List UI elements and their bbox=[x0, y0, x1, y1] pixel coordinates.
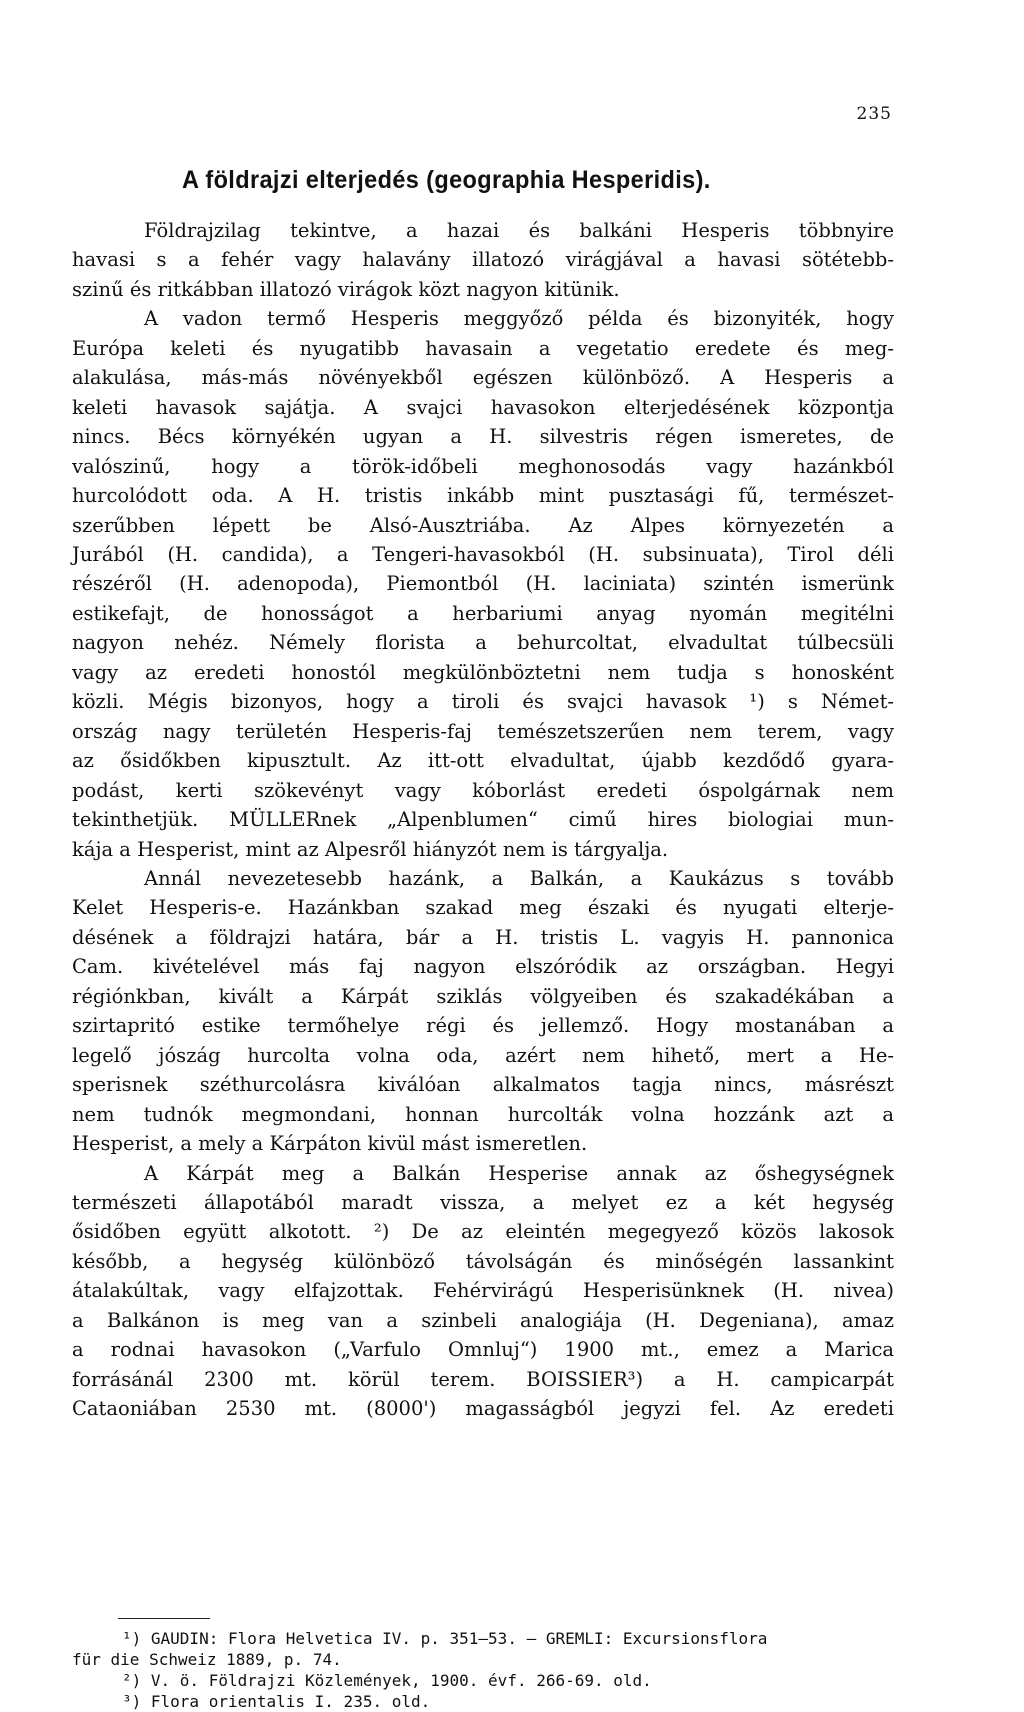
text-line: szerűbben lépett be Alsó-Ausztriába. Az Alpes környezetén a bbox=[72, 513, 894, 537]
text-line: alakulása, más-más növényekből egészen különböző. A Hesperis a bbox=[72, 366, 894, 390]
text-line: Földrajzilag tekintve, a hazai és balkáni Hesperis többnyire bbox=[144, 219, 894, 242]
text-line: Cam. kivételével más faj nagyon elszóródik az országban. Hegyi bbox=[72, 955, 894, 979]
text-line: nem tudnók megmondani, honnan hurcolták volna hozzánk azt a bbox=[72, 1102, 894, 1126]
page-number: 235 bbox=[856, 104, 892, 124]
text-line: hurcolódott oda. A H. tristis inkább mint pusztasági fű, természet- bbox=[72, 484, 894, 508]
text-line: keleti havasok sajátja. A svajci havasokon elterjedésének központja bbox=[72, 395, 894, 419]
text-line: nincs. Bécs környékén ugyan a H. silvestris régen ismeretes, de bbox=[72, 425, 894, 449]
text-line: valószinű, hogy a török-időbeli meghonosodás vagy hazánkból bbox=[72, 454, 894, 478]
text-line: estikefajt, de honosságot a herbariumi anyag nyomán megitélni bbox=[72, 601, 894, 625]
text-line: Cataoniában 2530 mt. (8000') magasságból jegyzi fel. Az eredeti bbox=[72, 1397, 894, 1421]
text-line: ősidőben együtt alkotott. ²) De az eleintén megegyező közös lakosok bbox=[72, 1220, 894, 1244]
text-line: nagyon nehéz. Némely florista a behurcoltat, elvadultat túlbecsüli bbox=[72, 631, 894, 655]
text-line: havasi s a fehér vagy halavány illatozó virágjával a havasi sötétebb- bbox=[72, 248, 894, 272]
text-line: Európa keleti és nyugatibb havasain a vegetatio eredete és meg- bbox=[72, 336, 894, 360]
text-line: Hesperist, a mely a Kárpáton kivül mást ismeretlen. bbox=[72, 1132, 588, 1156]
footnote-1: ¹) GAUDIN: Flora Helvetica IV. p. 351—53. — GREMLI: Excursionsflora bbox=[122, 1629, 768, 1648]
footnote-3: ³) Flora orientalis I. 235. old. bbox=[122, 1692, 431, 1711]
text-line: kája a Hesperist, mint az Alpesről hiányzót nem is tárgyalja. bbox=[72, 837, 669, 861]
text-line: később, a hegység különböző távolságán és minőségén lassankint bbox=[72, 1249, 894, 1273]
text-line: vagy az eredeti honostól megkülönböztetni nem tudja s honosként bbox=[72, 660, 894, 684]
text-line: közli. Mégis bizonyos, hogy a tiroli és svajci havasok ¹) s Német- bbox=[72, 690, 894, 714]
text-line: szinű és ritkábban illatozó virágok közt nagyon kitünik. bbox=[72, 277, 620, 301]
text-line: Kelet Hesperis-e. Hazánkban szakad meg északi és nyugati elterje- bbox=[72, 896, 894, 920]
text-line: sperisnek széthurcolásra kiválóan alkalmatos tagja nincs, másrészt bbox=[72, 1073, 894, 1097]
text-line: tekinthetjük. MÜLLERnek „Alpenblumen“ cimű hires biologiai mun- bbox=[72, 808, 894, 832]
text-line: részéről (H. adenopoda), Piemontból (H. laciniata) szintén ismerünk bbox=[72, 572, 894, 596]
text-line: a Balkánon is meg van a szinbeli analogiája (H. Degeniana), amaz bbox=[72, 1308, 894, 1332]
footnotes bbox=[72, 1628, 894, 1712]
text-line: a rodnai havasokon („Varfulo Omnluj“) 1900 mt., emez a Marica bbox=[72, 1338, 894, 1362]
text-line: legelő jószág hurcolta volna oda, azért nem hihető, mert a He- bbox=[72, 1043, 894, 1067]
text-line: régiónkban, kivált a Kárpát sziklás völgyeiben és szakadékában a bbox=[72, 984, 894, 1008]
text-line: természeti állapotából maradt vissza, a melyet ez a két hegység bbox=[72, 1190, 894, 1214]
text-line: A vadon termő Hesperis meggyőző példa és bizonyiték, hogy bbox=[144, 307, 894, 331]
footnote-1-continued: für die Schweiz 1889, p. 74. bbox=[72, 1650, 342, 1669]
text-line: Jurából (H. candida), a Tengeri-havasokból (H. subsinuata), Tirol déli bbox=[72, 542, 894, 566]
text-line: szirtapritó estike termőhelye régi és jellemző. Hogy mostanában a bbox=[72, 1014, 894, 1038]
text-line: forrásánál 2300 mt. körül terem. BOISSIER³) a H. campicarpát bbox=[72, 1367, 894, 1391]
text-line: désének a földrajzi határa, bár a H. tristis L. vagyis H. pannonica bbox=[72, 925, 894, 949]
text-line: ország nagy területén Hesperis-faj temészetszerűen nem terem, vagy bbox=[72, 719, 894, 743]
footnote-separator bbox=[118, 1618, 210, 1619]
text-line: podást, kerti szökevényt vagy kóborlást eredeti óspolgárnak nem bbox=[72, 778, 894, 802]
text-line: átalakúltak, vagy elfajzottak. Fehérvirágú Hesperisünknek (H. nivea) bbox=[72, 1279, 894, 1303]
text-line: az ősidőkben kipusztult. Az itt-ott elvadultat, újabb kezdődő gyara- bbox=[72, 749, 894, 773]
text-line: A Kárpát meg a Balkán Hesperise annak az őshegységnek bbox=[144, 1161, 894, 1185]
body-text bbox=[72, 216, 894, 1424]
text-line: Annál nevezetesebb hazánk, a Balkán, a Kaukázus s tovább bbox=[144, 866, 894, 890]
footnote-2: ²) V. ö. Földrajzi Közlemények, 1900. évf. 266-69. old. bbox=[122, 1671, 652, 1690]
section-heading: A földrajzi elterjedés (geographia Hesperidis). bbox=[182, 166, 711, 194]
